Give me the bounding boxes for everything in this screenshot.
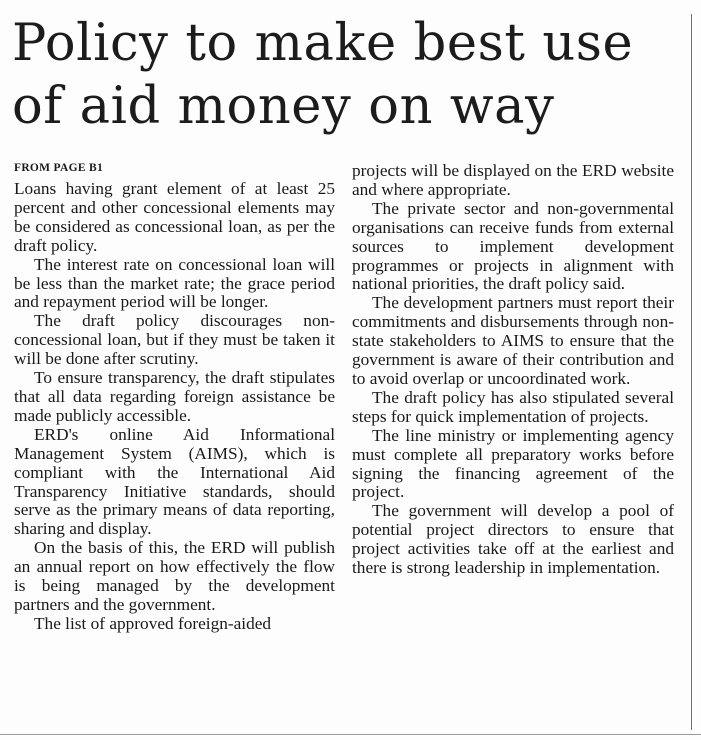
- paragraph: ERD's online Aid Informational Management System (AIMS), which is compliant with the International Aid Transparency Initiative standards, should serve as the primary means of data reporting, sharing and display.: [14, 424, 335, 539]
- paragraph: The draft policy has also stipulated several steps for quick implementation of projects.: [352, 387, 674, 426]
- headline: Policy to make best use of aid money on way: [12, 14, 634, 136]
- paragraph: The private sector and non-governmental organisations can receive funds from external sources to implement development programmes or projects in alignment with national priorities, the draft policy said.: [352, 198, 674, 294]
- paragraph: The line ministry or implementing agency must complete all preparatory works before signing the financing agreement of the project.: [352, 425, 674, 502]
- paragraph: Loans having grant element of at least 25 percent and other concessional elements may be considered as concessional loan, as per the draft policy.: [14, 179, 335, 255]
- dateline: FROM PAGE B1: [14, 162, 103, 174]
- paragraph: The development partners must report their commitments and disbursements through non-state stakeholders to AIMS to ensure that the government is aware of their contribution and to avoid overlap or uncoordinated work.: [352, 293, 674, 388]
- paragraph: The government will develop a pool of potential project directors to ensure that project activities take off at the earliest and there is strong leadership in implementation.: [352, 501, 674, 578]
- paragraph: projects will be displayed on the ERD website and where appropriate.: [352, 161, 674, 199]
- bottom-rule: [0, 734, 701, 735]
- paragraph: To ensure transparency, the draft stipulates that all data regarding foreign assistance be made publicly accessible.: [14, 368, 335, 425]
- left-column: [14, 160, 335, 634]
- paragraph: The interest rate on concessional loan will be less than the market rate; the grace period and repayment period will be longer.: [14, 254, 335, 312]
- right-column: [352, 162, 674, 578]
- paragraph: The draft policy discourages non-concessional loan, but if they must be taken it will be done after scrutiny.: [14, 311, 335, 369]
- paragraph: The list of approved foreign-aided: [34, 613, 272, 633]
- column-rule: [691, 14, 692, 730]
- paragraph: On the basis of this, the ERD will publish an annual report on how effectively the flow is being managed by the development partners and the government.: [14, 538, 335, 614]
